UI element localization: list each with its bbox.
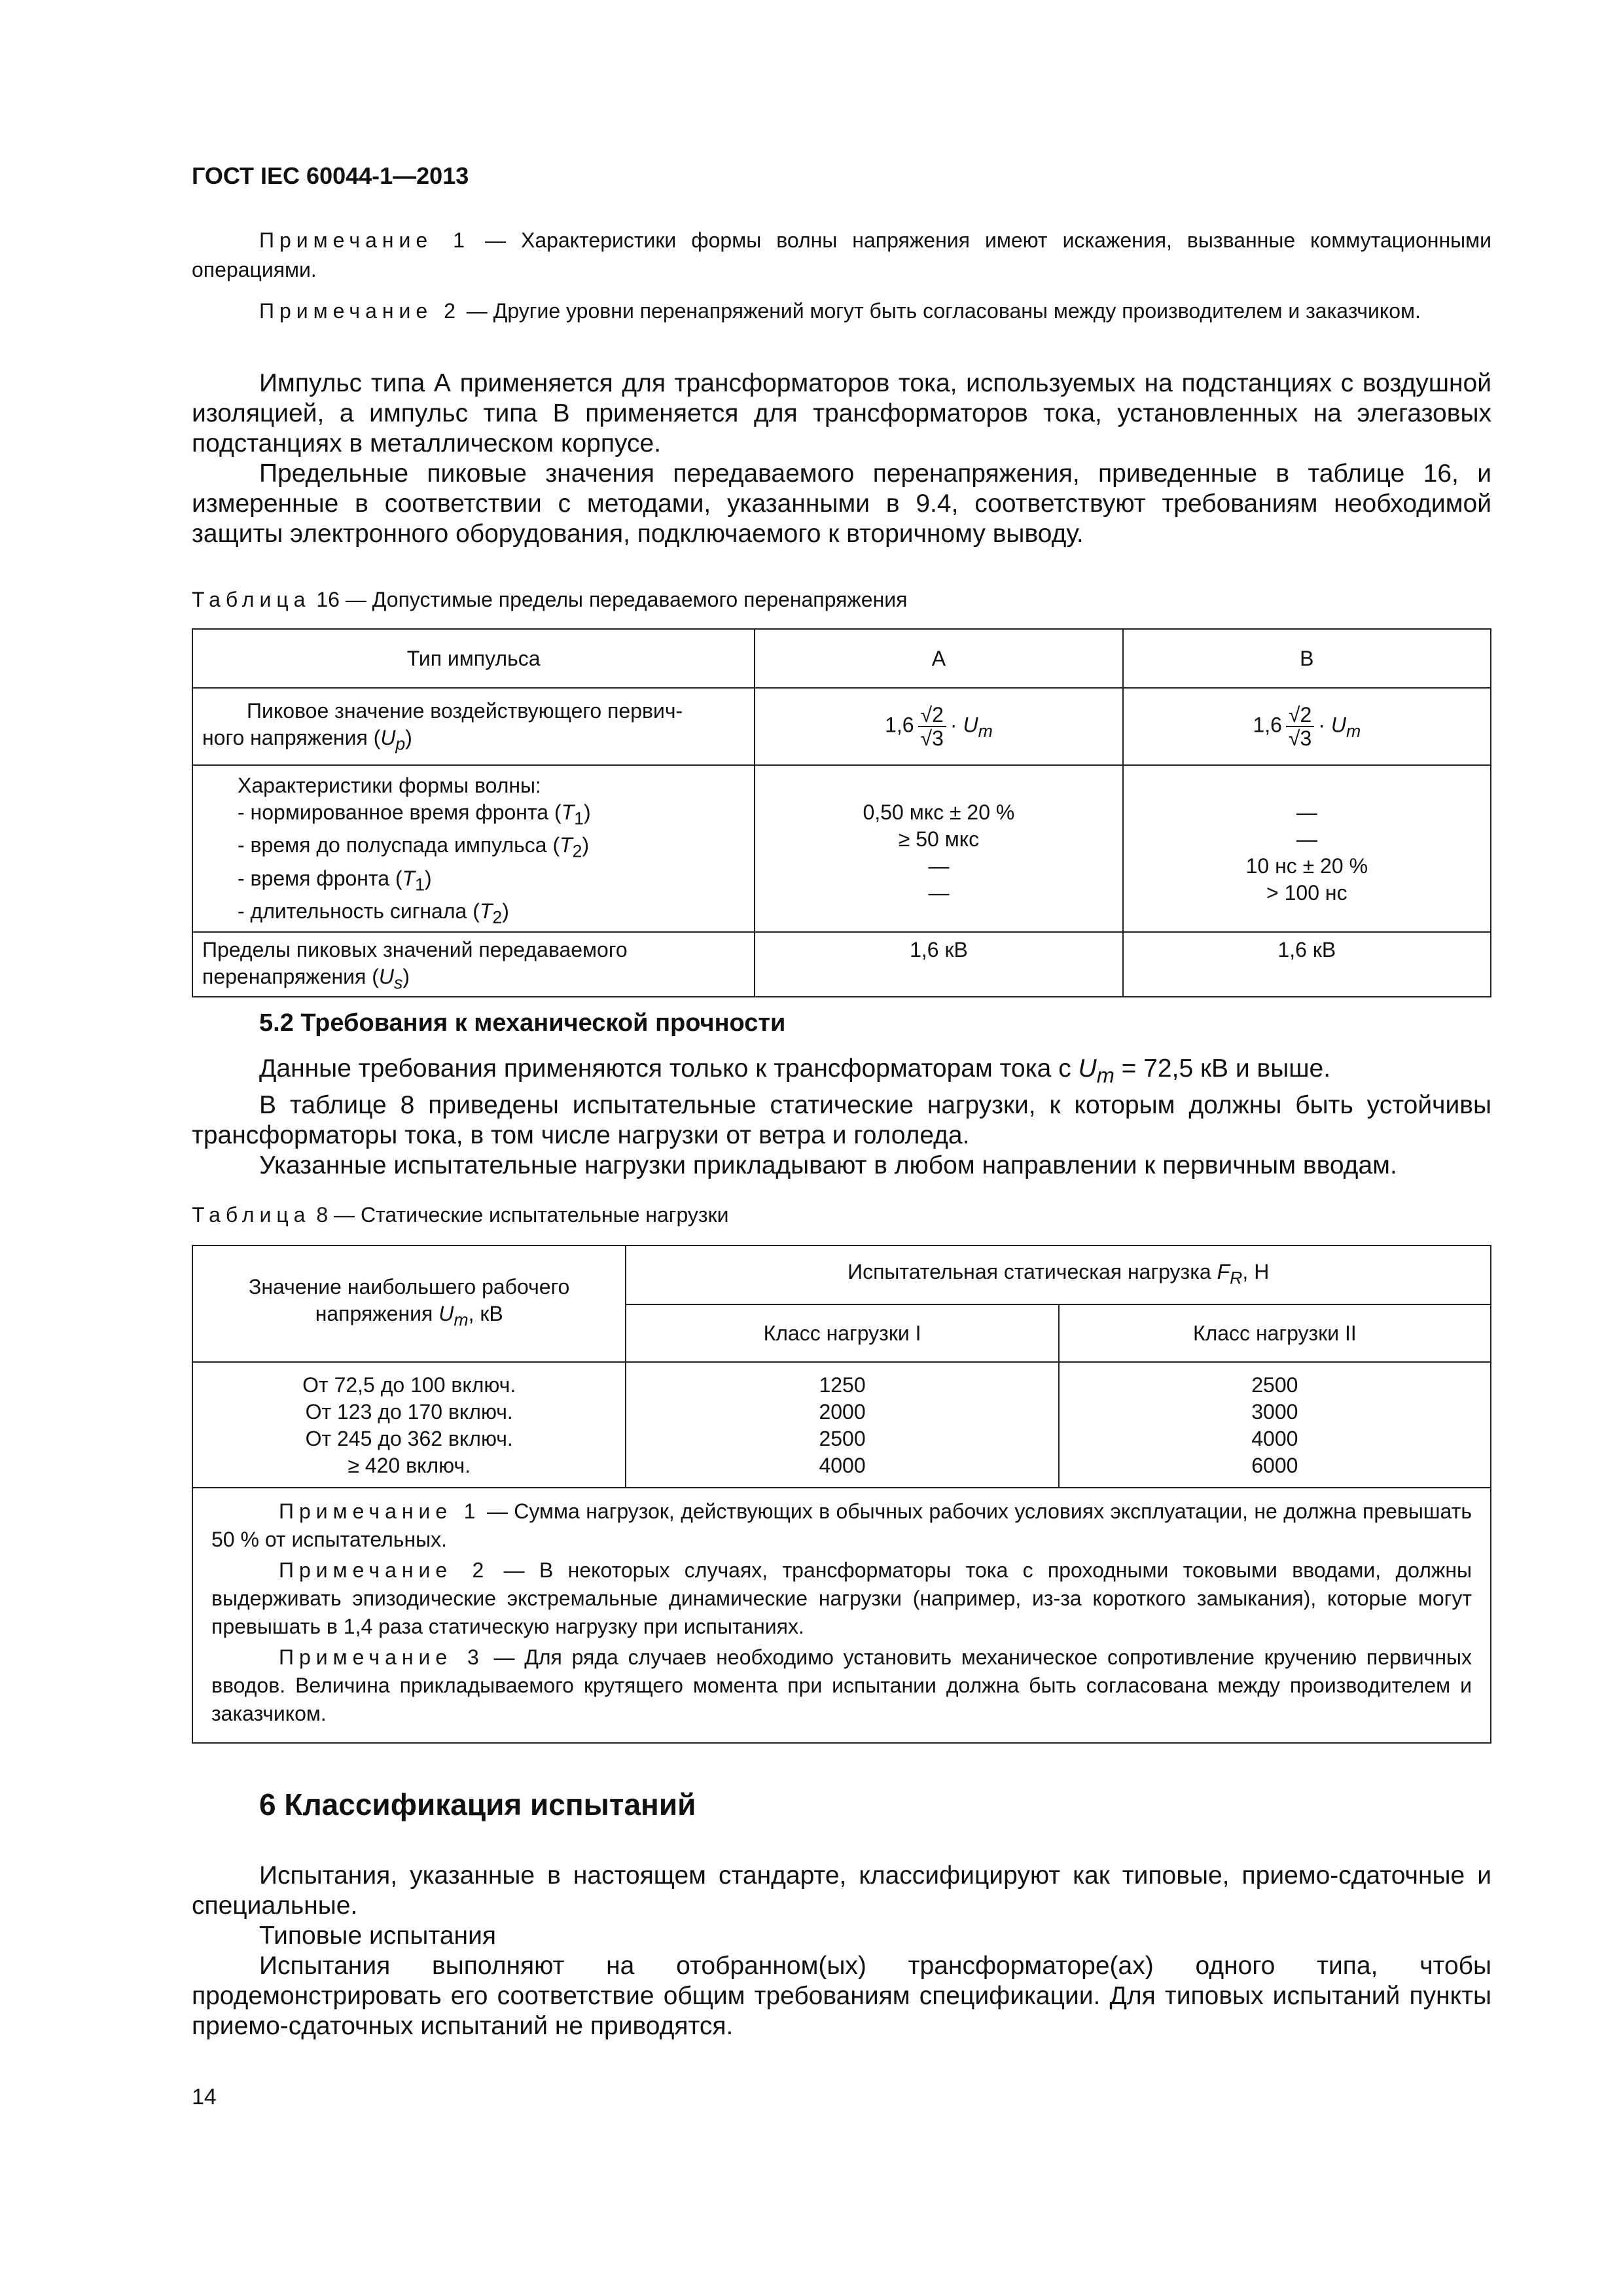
note-label: Примечание 2 — [259, 299, 461, 323]
note-label: Примечание 1 — [259, 228, 471, 252]
class-1-values: 1250 2000 2500 4000 — [626, 1362, 1058, 1488]
limit-b: 1,6 кВ — [1123, 932, 1491, 997]
header-voltage: Значение наибольшего рабочего напряжения $U_m$, кВ — [192, 1246, 626, 1362]
table8-notes — [192, 1488, 1491, 1743]
header-type-a: А — [755, 629, 1122, 688]
note-2 — [192, 296, 1491, 326]
note-text: — Характеристики формы волны напряжения имеют искажения, вызванные коммутационными операциями. — [192, 228, 1492, 281]
section-5-2-body — [192, 1054, 1491, 1181]
row-waveform-label: Характеристики формы волны: - нормированное время фронта $(T_1)$ - время до полуспада импульса $(T_2)$ - время фронта $(T_1)$ - длительность сигнала $(T_2)$ — [192, 765, 755, 932]
row-peak-voltage-label: Пиковое значение воздействующего первич- ного напряжения $(U_p)$ — [192, 688, 755, 765]
table16-caption — [192, 588, 1491, 612]
page-number: 14 — [192, 2085, 217, 2109]
note-1 — [192, 226, 1491, 285]
header-class-2: Класс нагрузки II — [1059, 1304, 1491, 1362]
caption-text: 8 — Статические испытательные нагрузки — [310, 1203, 729, 1227]
header-impulse-type: Тип импульса — [192, 629, 755, 688]
header-type-b: В — [1123, 629, 1491, 688]
table8 — [192, 1245, 1491, 1744]
section-6-body — [192, 1861, 1491, 2041]
s52-paragraph-2: В таблице 8 приведены испытательные статические нагрузки, к которым должны быть устойчивы трансформаторы тока, в том числе нагрузки от ветра и гололеда. — [192, 1090, 1491, 1149]
paragraph-peak-values: Предельные пиковые значения передаваемого перенапряжения, приведенные в таблице 16, и измеренные в соответствии с методами, указанными в 9.4, соответствуют требованиям необходимой защиты электронного оборудования, подключаемого к вторичному выводу. — [192, 459, 1491, 548]
waveform-values-a: 0,50 мкс ± 20 % ≥ 50 мкс — — — [755, 765, 1122, 932]
document-header: ГОСТ IEC 60044-1—2013 — [192, 162, 469, 189]
caption-label: Таблица — [192, 588, 311, 611]
caption-text: 16 — Допустимые пределы передаваемого перенапряжения — [310, 588, 908, 611]
intro-paragraphs — [192, 368, 1491, 549]
section-6-title: 6 Классификация испытаний — [259, 1787, 696, 1821]
section-5-2-title: 5.2 Требования к механической прочности — [259, 1009, 786, 1037]
table8-note-3: Примечание 3 — Для ряда случаев необходимо установить механическое сопротивление кручению первичных вводов. Величина прикладываемого крутящего момента при испытании должна быть согласована между производителем и заказчиком. — [211, 1645, 1472, 1725]
header-class-1: Класс нагрузки I — [626, 1304, 1058, 1362]
voltage-ranges: От 72,5 до 100 включ. От 123 до 170 включ. От 245 до 362 включ. ≥ 420 включ. — [192, 1362, 626, 1488]
table8-note-2: Примечание 2 — В некоторых случаях, трансформаторы тока с проходными токовыми вводами, должны выдерживать эпизодические экстремальные динамические нагрузки (например, из-за короткого замыкания), которые могут превышать в 1,4 раза статическую нагрузку при испытаниях. — [211, 1558, 1472, 1638]
s52-paragraph-3: Указанные испытательные нагрузки прикладывают в любом направлении к первичным вводам. — [259, 1151, 1397, 1179]
s6-subheading: Типовые испытания — [259, 1922, 496, 1950]
s6-paragraph-2: Испытания выполняют на отобранном(ых) трансформаторе(ах) одного типа, чтобы продемонстрировать его соответствие общим требованиям спецификации. Для типовых испытаний пункты приемо-сдаточных испытаний не приводятся. — [192, 1952, 1491, 2040]
row-limits-label: Пределы пиковых значений передаваемого перенапряжения $(U_s)$ — [192, 932, 755, 997]
table16 — [192, 628, 1491, 997]
class-2-values: 2500 3000 4000 6000 — [1059, 1362, 1491, 1488]
formula-a: 1,6 $\frac{√2}{√3}$ · $U_m$ — [755, 688, 1122, 765]
paragraph-impulse-types: Импульс типа А применяется для трансформаторов тока, используемых на подстанциях с воздушной изоляцией, а импульс типа В применяется для трансформаторов тока, установленных на элегазовых подстанциях в металлическом корпусе. — [192, 369, 1491, 457]
limit-a: 1,6 кВ — [755, 932, 1122, 997]
formula-b: 1,6 $\frac{√2}{√3}$ · $U_m$ — [1123, 688, 1491, 765]
header-test-load: Испытательная статическая нагрузка $F_R$, Н — [626, 1246, 1491, 1304]
caption-label: Таблица — [192, 1203, 311, 1227]
s52-paragraph-1: Данные требования применяются только к трансформаторам тока с $U_m = 72,5$ кВ и выше. — [259, 1054, 1331, 1087]
table8-caption — [192, 1203, 1491, 1227]
waveform-values-b: — — 10 нс ± 20 % > 100 нс — [1123, 765, 1491, 932]
s6-paragraph-1: Испытания, указанные в настоящем стандарте, классифицируют как типовые, приемо-сдаточные и специальные. — [192, 1861, 1491, 1920]
note-text: — Другие уровни перенапряжений могут быть согласованы между производителем и заказчиком. — [460, 299, 1421, 323]
table8-note-1: Примечание 1 — Сумма нагрузок, действующих в обычных рабочих условиях эксплуатации, не должна превышать 50 % от испытательных. — [211, 1499, 1472, 1551]
notes-top — [192, 226, 1491, 326]
